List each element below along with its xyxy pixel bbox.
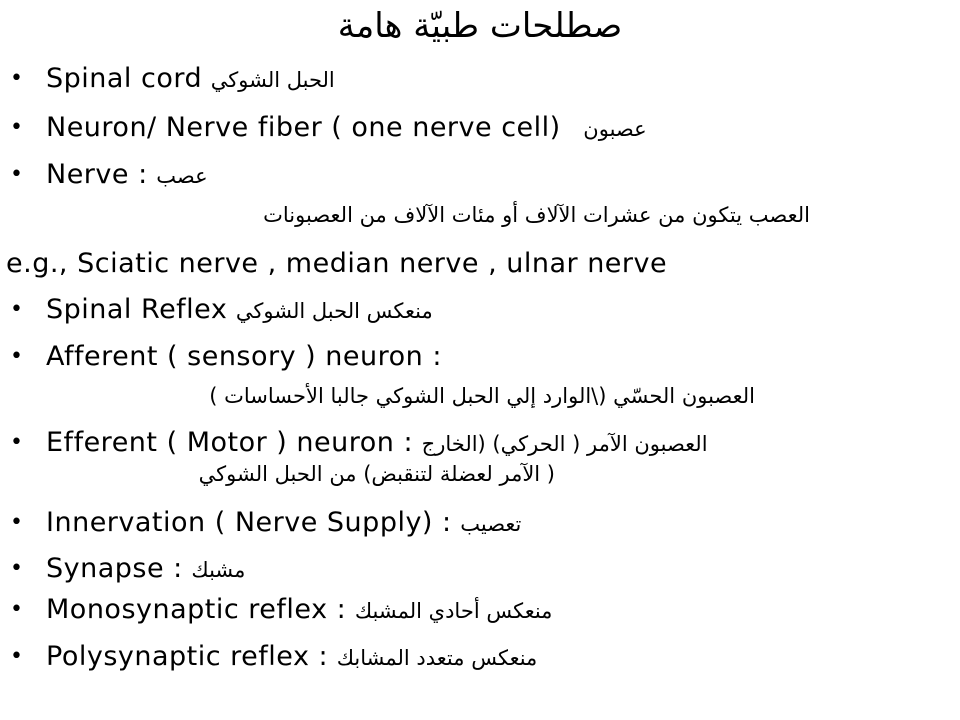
term-english: Afferent ( sensory ) neuron : (46, 341, 442, 372)
bullet: • (10, 510, 23, 535)
arabic-continuation: ( الآمر لعضلة لتنقبض) من الحبل الشوكي (198, 462, 555, 486)
term-english: Neuron/ Nerve fiber ( one nerve cell) (46, 112, 561, 143)
term-arabic: العصبون الآمر ( الحركي) (الخارج (421, 432, 708, 456)
list-item (0, 62, 335, 97)
term-english: Efferent ( Motor ) neuron : (46, 427, 414, 458)
list-item (0, 640, 537, 675)
term-arabic: عصبون (583, 117, 647, 141)
list-item (0, 426, 708, 461)
term-arabic: مشبك (191, 558, 246, 582)
term-arabic: عصب (156, 164, 208, 188)
term-english: Nerve : (46, 159, 148, 190)
term-english: Innervation ( Nerve Supply) : (46, 507, 452, 538)
term-english: Spinal Reflex (46, 294, 228, 325)
term-english: Monosynaptic reflex : (46, 594, 347, 625)
bullet: • (10, 597, 23, 622)
term-arabic: منعكس أحادي المشبك (354, 599, 553, 623)
bullet: • (10, 66, 23, 91)
list-item (0, 293, 433, 328)
term-english: Spinal cord (46, 63, 203, 94)
arabic-note: العصبون الحسّي (\الوارد إلي الحبل الشوكي جالبا الأحساسات ) (209, 384, 755, 408)
list-item (0, 552, 245, 587)
term-english: Polysynaptic reflex : (46, 641, 329, 672)
bullet: • (10, 644, 23, 669)
list-item (0, 593, 552, 628)
bullet: • (10, 556, 23, 581)
example-text: e.g., Sciatic nerve , median nerve , ulnar nerve (6, 248, 668, 279)
example-line (6, 247, 667, 281)
bullet: • (10, 162, 23, 187)
term-english: Synapse : (46, 553, 183, 584)
term-arabic: الحبل الشوكي (210, 68, 335, 92)
list-item (0, 506, 521, 541)
term-arabic: تعصيب (460, 512, 522, 536)
bullet: • (10, 430, 23, 455)
arabic-note: العصب يتكون من عشرات الآلاف أو مئات الآلاف من العصبونات (263, 203, 810, 227)
bullet: • (10, 344, 23, 369)
list-item (0, 111, 647, 146)
term-arabic: منعكس متعدد المشابك (336, 646, 538, 670)
term-arabic: منعكس الحبل الشوكي (235, 299, 433, 323)
list-item (0, 340, 442, 374)
bullet: • (10, 297, 23, 322)
slide-title: صطلحات طبيّة هامة (337, 6, 623, 46)
list-item (0, 158, 208, 193)
bullet: • (10, 115, 23, 140)
